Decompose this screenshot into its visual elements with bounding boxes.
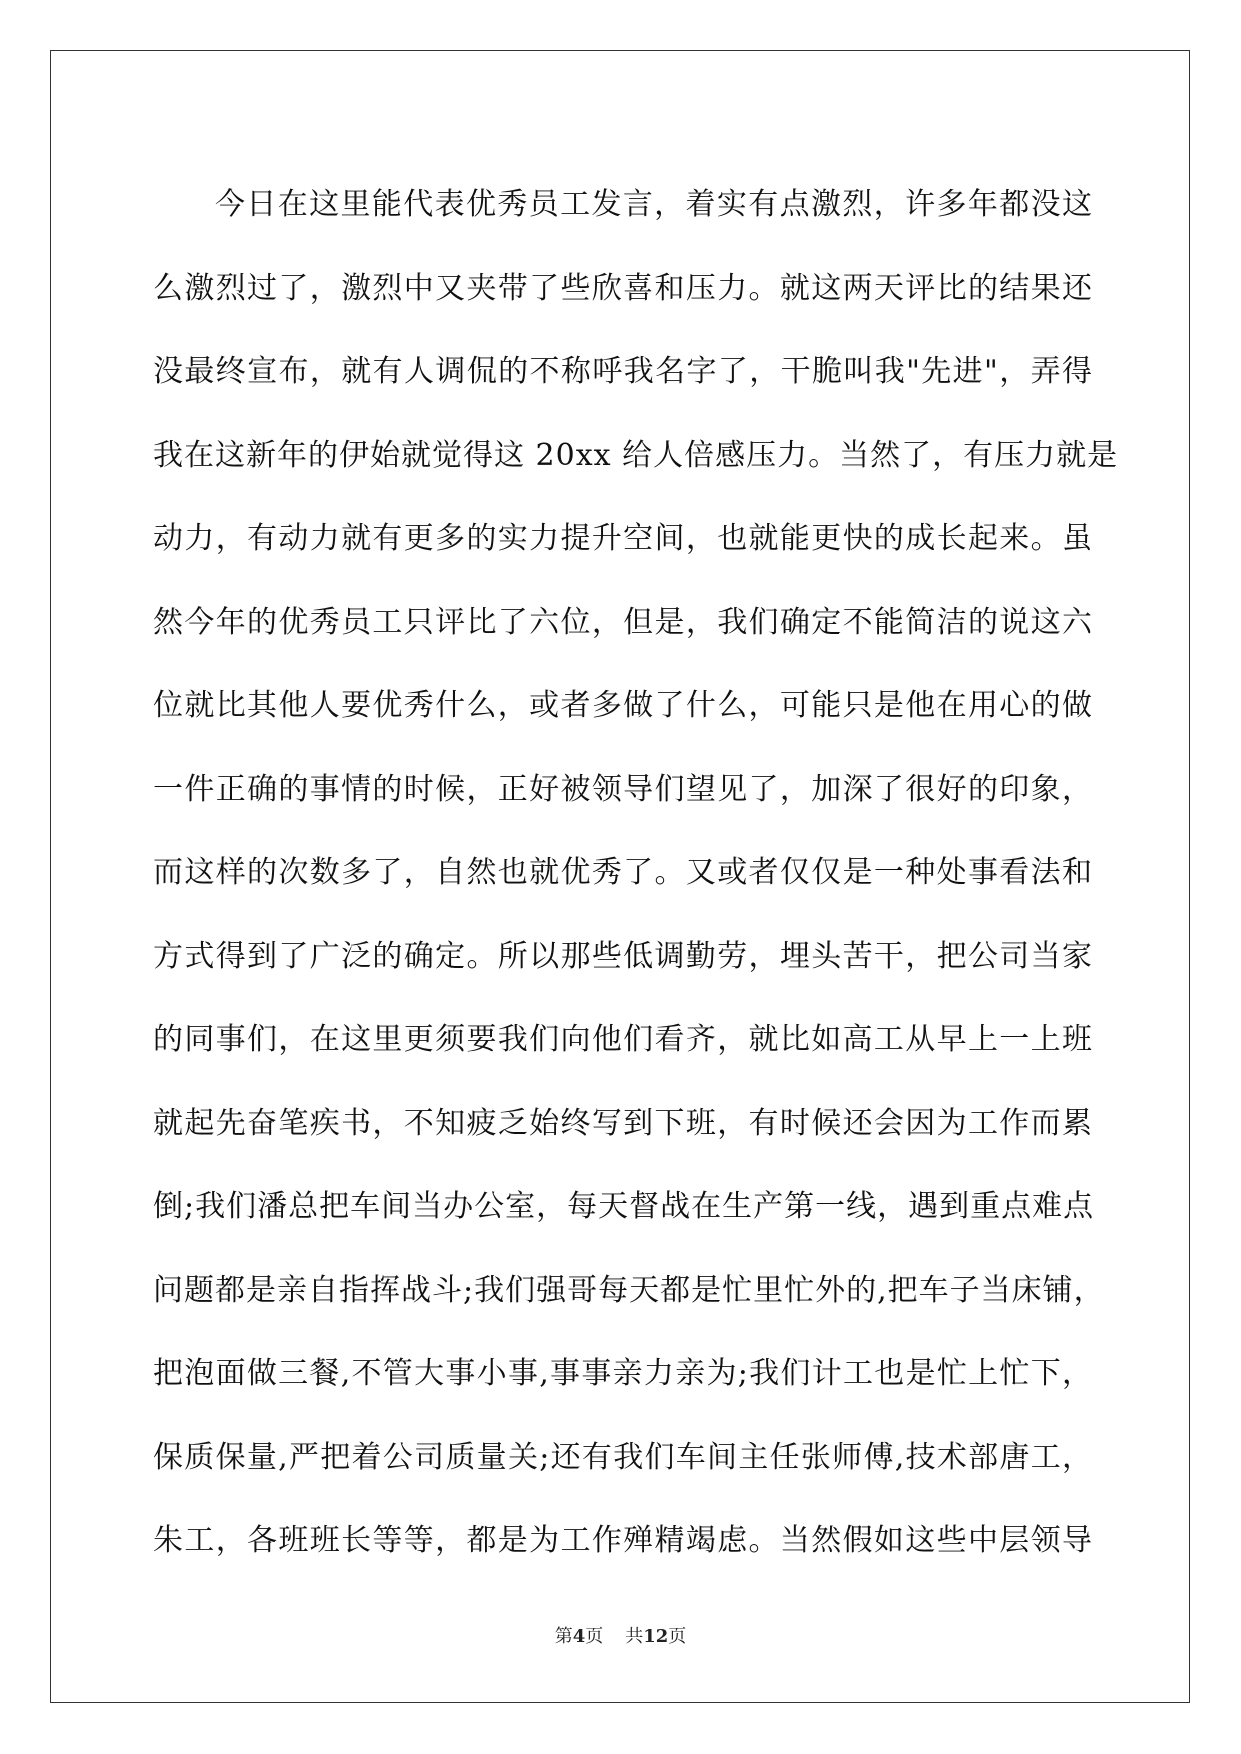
text-line: 朱工，各班班长等等，都是为工作殚精竭虑。当然假如这些中层领导 bbox=[153, 1523, 1093, 1558]
text-line: 今日在这里能代表优秀员工发言，着实有点激烈，许多年都没这 bbox=[215, 187, 1093, 222]
text-line: 然今年的优秀员工只评比了六位，但是，我们确定不能简洁的说这六 bbox=[153, 604, 1093, 640]
text-line: 一件正确的事情的时候，正好被领导们望见了，加深了很好的印象， bbox=[153, 771, 1093, 807]
text-line: 把泡面做三餐,不管大事小事,事事亲力亲为;我们计工也是忙上忙下， bbox=[153, 1356, 1093, 1391]
text-line: 动力，有动力就有更多的实力提升空间，也就能更快的成长起来。虽 bbox=[153, 521, 1093, 556]
page-footer bbox=[0, 1622, 1241, 1648]
text-line: 位就比其他人要优秀什么，或者多做了什么，可能只是他在用心的做 bbox=[153, 688, 1093, 723]
text-line: 而这样的次数多了，自然也就优秀了。又或者仅仅是一种处事看法和 bbox=[153, 855, 1093, 890]
text-line: 没最终宣布，就有人调侃的不称呼我名字了，干脆叫我"先进"，弄得 bbox=[153, 354, 1093, 389]
text-line: 方式得到了广泛的确定。所以那些低调勤劳，埋头苦干，把公司当家 bbox=[153, 938, 1093, 974]
total-pages-label: 共12页 bbox=[625, 1626, 687, 1647]
text-line: 保质保量,严把着公司质量关;还有我们车间主任张师傅,技术部唐工， bbox=[153, 1439, 1093, 1475]
text-line: 倒;我们潘总把车间当办公室，每天督战在生产第一线，遇到重点难点 bbox=[153, 1189, 1095, 1224]
document-body bbox=[153, 163, 1119, 1583]
text-line: 我在这新年的伊始就觉得这 20xx 给人倍感压力。当然了，有压力就是 bbox=[153, 437, 1119, 473]
text-line: 问题都是亲自指挥战斗;我们强哥每天都是忙里忙外的,把车子当床铺， bbox=[153, 1272, 1105, 1308]
text-line: 就起先奋笔疾书，不知疲乏始终写到下班，有时候还会因为工作而累 bbox=[153, 1105, 1093, 1141]
current-page-number: 4 bbox=[572, 1626, 586, 1647]
total-page-count: 12 bbox=[643, 1626, 669, 1647]
page-number-label: 第4页 bbox=[554, 1626, 604, 1647]
text-line: 的同事们，在这里更须要我们向他们看齐，就比如高工从早上一上班 bbox=[153, 1022, 1093, 1057]
text-line: 么激烈过了，激烈中又夹带了些欣喜和压力。就这两天评比的结果还 bbox=[153, 270, 1093, 306]
